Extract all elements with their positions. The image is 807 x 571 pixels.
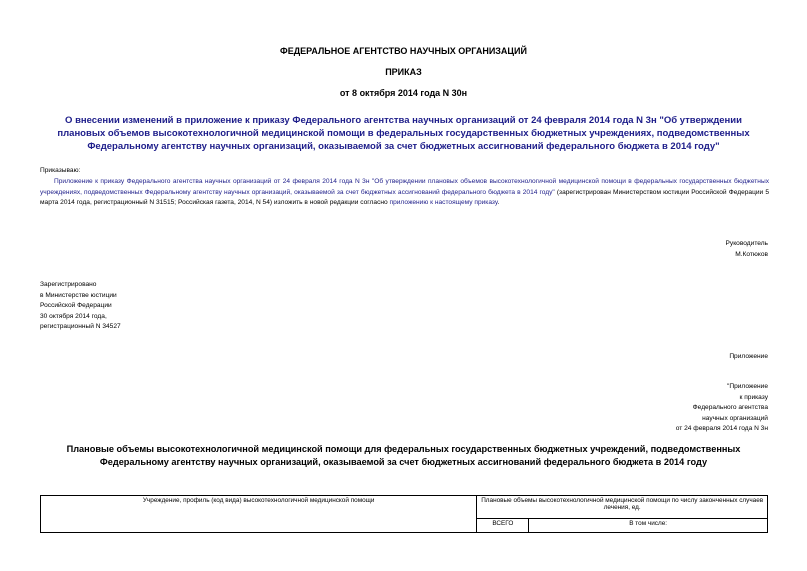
signature-name: М.Котюков bbox=[735, 251, 768, 258]
column-header-institution: Учреждение, профиль (код вида) высокотехнологичной медицинской помощи bbox=[41, 496, 477, 533]
appendix-ref-line: к приказу bbox=[739, 393, 768, 401]
subject-prefix: О внесении изменений в bbox=[65, 115, 185, 126]
document-type: ПРИКАЗ bbox=[385, 67, 422, 77]
appendix-ref-line: от 24 февраля 2014 года N 3н bbox=[675, 425, 768, 432]
appendix-link[interactable]: приложению к настоящему приказу bbox=[389, 199, 498, 206]
registration-line: 30 октября 2014 года, bbox=[40, 312, 107, 320]
registration-line: Российской Федерации bbox=[40, 302, 112, 309]
registration-block bbox=[40, 280, 121, 333]
appendix-ref-line: Федерального агентства bbox=[692, 404, 768, 411]
signature-role: Руководитель bbox=[725, 240, 768, 247]
appendix-reference bbox=[676, 382, 768, 435]
subject-suffix: "Об утверждении плановых объемов высокотехнологичной медицинской помощи в федеральных государственных бюджетных учреждениях, подведомственных Федеральному агентству научных организаций, оказываемой за счет бюджетных ассигнований федерального бюджета в 2014 году" bbox=[57, 115, 750, 152]
paragraph-middle: (зарегистрирован Министерством юстиции Российской Федерации 5 марта 2014 года, регистрационный N 31515; Российская газета, 2014, N 54) изложить в новой редакции согласно bbox=[40, 188, 769, 206]
table-header-row bbox=[41, 496, 768, 519]
subject-link[interactable]: приложение к приказу Федерального агентства научных организаций от 24 февраля 2014 года N 3н bbox=[184, 115, 657, 126]
document-date-number: от 8 октября 2014 года N 30н bbox=[339, 88, 468, 98]
order-subject bbox=[40, 114, 767, 153]
appendix-title: Плановые объемы высокотехнологичной медицинской помощи для федеральных государственных бюджетных учреждений, подведомственных Федеральному агентству научных организаций, оказываемой за счет бюджетных ассигнований федерального бюджета в 2014 году bbox=[66, 444, 741, 467]
appendix-ref-line: "Приложение bbox=[726, 383, 768, 390]
appendix-label: Приложение bbox=[729, 353, 768, 360]
volumes-table bbox=[40, 495, 768, 533]
registration-line: регистрационный N 34527 bbox=[40, 323, 121, 330]
column-header-volumes: Плановые объемы высокотехнологичной медицинской помощи по числу законченных случаев лечения, ед. bbox=[477, 496, 768, 519]
order-word: Приказываю: bbox=[40, 167, 81, 174]
registration-line: в Министерстве юстиции bbox=[40, 291, 117, 299]
order-paragraph bbox=[40, 177, 769, 209]
amended-document-link[interactable]: Приложение к приказу Федерального агентства научных организаций от 24 февраля 2014 года N 3н "Об утверждении плановых объемов высокотехнологичной медицинской помощи в федеральных государственных бюджетных учреждениях, подведомственных Федеральному агентству научных организаций, оказываемой за счет бюджетных ассигнований федерального бюджета в 2014 году" bbox=[40, 178, 769, 196]
appendix-ref-line: научных организаций bbox=[702, 414, 768, 422]
paragraph-end: . bbox=[497, 199, 500, 206]
registration-line: Зарегистрировано bbox=[40, 281, 97, 288]
column-header-including: В том числе: bbox=[529, 519, 768, 533]
agency-name: ФЕДЕРАЛЬНОЕ АГЕНТСТВО НАУЧНЫХ ОРГАНИЗАЦИЙ bbox=[280, 46, 527, 56]
column-header-total: ВСЕГО bbox=[477, 519, 529, 533]
